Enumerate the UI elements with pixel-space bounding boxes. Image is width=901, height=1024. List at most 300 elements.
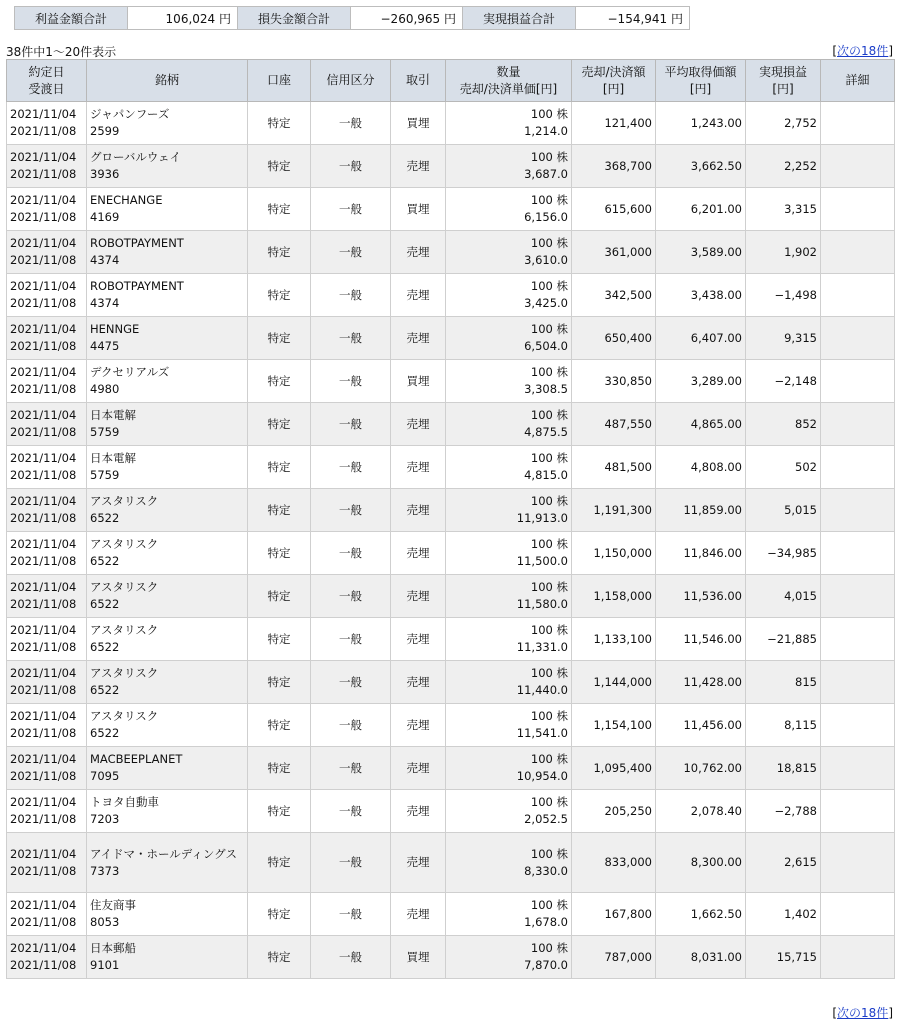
date-cell (7, 274, 87, 317)
quantity: 100 株 (530, 279, 568, 293)
credit-cell: 一般 (311, 575, 391, 618)
avg-price-cell: 11,456.00 (656, 704, 746, 747)
date-cell (7, 833, 87, 893)
settle-date: 2021/11/08 (10, 726, 77, 740)
table-row (7, 704, 895, 747)
detail-cell (821, 188, 895, 231)
realized-pl-cell: 3,315 (746, 188, 821, 231)
trade-date: 2021/11/04 (10, 236, 77, 250)
unit-price: 11,913.0 (516, 511, 568, 525)
detail-cell (821, 747, 895, 790)
trade-cell: 売埋 (391, 489, 446, 532)
date-cell (7, 790, 87, 833)
trade-date: 2021/11/04 (10, 150, 77, 164)
stock-name: ENECHANGE (90, 193, 163, 207)
avg-price-cell: 6,201.00 (656, 188, 746, 231)
trade-date: 2021/11/04 (10, 709, 77, 723)
account-cell: 特定 (248, 102, 311, 145)
avg-price-cell: 1,662.50 (656, 893, 746, 936)
quantity: 100 株 (530, 107, 568, 121)
unit-price: 11,440.0 (516, 683, 568, 697)
stock-cell (87, 188, 248, 231)
realized-pl-cell: 2,615 (746, 833, 821, 893)
stock-cell (87, 360, 248, 403)
credit-cell: 一般 (311, 790, 391, 833)
avg-price-cell: 2,078.40 (656, 790, 746, 833)
quantity: 100 株 (530, 451, 568, 465)
detail-cell (821, 618, 895, 661)
settle-date: 2021/11/08 (10, 554, 77, 568)
settle-date: 2021/11/08 (10, 124, 77, 138)
stock-cell (87, 446, 248, 489)
detail-cell (821, 102, 895, 145)
settle-date: 2021/11/08 (10, 468, 77, 482)
header-pl: 実現損益 [円] (746, 60, 821, 102)
amount-cell: 1,144,000 (572, 661, 656, 704)
quantity: 100 株 (530, 846, 568, 861)
unit-price: 11,331.0 (516, 640, 568, 654)
qty-cell (446, 893, 572, 936)
detail-cell (821, 446, 895, 489)
stock-name: アスタリスク (90, 580, 159, 594)
header-avg: 平均取得価額 [円] (656, 60, 746, 102)
stock-code: 9101 (90, 958, 120, 972)
qty-cell (446, 790, 572, 833)
avg-price-cell: 3,662.50 (656, 145, 746, 188)
realized-pl-cell: 4,015 (746, 575, 821, 618)
trade-cell: 売埋 (391, 231, 446, 274)
quantity: 100 株 (530, 193, 568, 207)
account-cell: 特定 (248, 661, 311, 704)
table-header-row (7, 60, 895, 102)
qty-cell (446, 188, 572, 231)
quantity: 100 株 (530, 666, 568, 680)
qty-cell (446, 403, 572, 446)
stock-code: 6522 (90, 511, 120, 525)
header-amount: 売却/決済額 [円] (572, 60, 656, 102)
unit-price: 7,870.0 (524, 958, 568, 972)
detail-cell (821, 317, 895, 360)
table-row (7, 188, 895, 231)
date-cell (7, 704, 87, 747)
detail-cell (821, 704, 895, 747)
stock-code: 4374 (90, 253, 120, 267)
stock-code: 4475 (90, 339, 120, 353)
realized-pl-cell: 502 (746, 446, 821, 489)
stock-code: 7203 (90, 812, 120, 826)
stock-code: 7373 (90, 863, 120, 878)
quantity: 100 株 (530, 795, 568, 809)
stock-name: アイドマ・ホールディングス (90, 846, 237, 861)
stock-cell (87, 145, 248, 188)
quantity: 100 株 (530, 580, 568, 594)
trade-date: 2021/11/04 (10, 623, 77, 637)
header-name: 銘柄 (87, 60, 248, 102)
table-row (7, 532, 895, 575)
qty-cell (446, 145, 572, 188)
quantity: 100 株 (530, 408, 568, 422)
stock-name: アスタリスク (90, 623, 159, 637)
settle-date: 2021/11/08 (10, 511, 77, 525)
avg-price-cell: 11,428.00 (656, 661, 746, 704)
date-cell (7, 747, 87, 790)
trade-date: 2021/11/04 (10, 846, 77, 861)
realized-pl-cell: 815 (746, 661, 821, 704)
detail-cell (821, 231, 895, 274)
trade-cell: 売埋 (391, 893, 446, 936)
qty-cell (446, 575, 572, 618)
header-date: 約定日 受渡日 (7, 60, 87, 102)
trade-cell: 売埋 (391, 618, 446, 661)
qty-cell (446, 936, 572, 979)
qty-cell (446, 833, 572, 893)
date-cell (7, 145, 87, 188)
trade-cell: 売埋 (391, 145, 446, 188)
avg-price-cell: 4,808.00 (656, 446, 746, 489)
stock-name: 日本郵船 (90, 941, 136, 955)
settle-date: 2021/11/08 (10, 958, 77, 972)
unit-price: 6,504.0 (524, 339, 568, 353)
account-cell: 特定 (248, 489, 311, 532)
amount-cell: 833,000 (572, 833, 656, 893)
realized-pl-cell: −2,148 (746, 360, 821, 403)
table-row (7, 575, 895, 618)
trade-date: 2021/11/04 (10, 365, 77, 379)
date-cell (7, 403, 87, 446)
stock-name: アスタリスク (90, 666, 159, 680)
stock-cell (87, 833, 248, 893)
unit-price: 2,052.5 (524, 812, 568, 826)
amount-cell: 481,500 (572, 446, 656, 489)
trade-cell: 買埋 (391, 360, 446, 403)
trade-history-table (6, 59, 895, 979)
unit-price: 1,214.0 (524, 124, 568, 138)
unit-price: 3,610.0 (524, 253, 568, 267)
header-qty: 数量 売却/決済単価[円] (446, 60, 572, 102)
header-detail: 詳細 (821, 60, 895, 102)
account-cell: 特定 (248, 790, 311, 833)
avg-price-cell: 3,289.00 (656, 360, 746, 403)
trade-date: 2021/11/04 (10, 451, 77, 465)
unit-price: 1,678.0 (524, 915, 568, 929)
settle-date: 2021/11/08 (10, 382, 77, 396)
settle-date: 2021/11/08 (10, 253, 77, 267)
quantity: 100 株 (530, 898, 568, 912)
loss-total-label: 損失金額合計 (238, 7, 351, 30)
next-page-anchor[interactable]: 次の18件 (837, 1006, 889, 1020)
trade-cell: 売埋 (391, 532, 446, 575)
amount-cell: 368,700 (572, 145, 656, 188)
stock-name: ジャパンフーズ (90, 107, 170, 121)
credit-cell: 一般 (311, 403, 391, 446)
table-row (7, 618, 895, 661)
stock-cell (87, 489, 248, 532)
credit-cell: 一般 (311, 618, 391, 661)
stock-code: 2599 (90, 124, 120, 138)
realized-pl-cell: 18,815 (746, 747, 821, 790)
date-cell (7, 317, 87, 360)
unit-price: 6,156.0 (524, 210, 568, 224)
qty-cell (446, 360, 572, 403)
qty-cell (446, 489, 572, 532)
unit-price: 4,875.5 (524, 425, 568, 439)
credit-cell: 一般 (311, 231, 391, 274)
trade-cell: 売埋 (391, 446, 446, 489)
next-page-anchor[interactable]: 次の18件 (837, 44, 889, 58)
credit-cell: 一般 (311, 704, 391, 747)
amount-cell: 650,400 (572, 317, 656, 360)
trade-date: 2021/11/04 (10, 107, 77, 121)
avg-price-cell: 4,865.00 (656, 403, 746, 446)
table-row (7, 747, 895, 790)
quantity: 100 株 (530, 236, 568, 250)
detail-cell (821, 833, 895, 893)
realized-pl-cell: −34,985 (746, 532, 821, 575)
avg-price-cell: 8,031.00 (656, 936, 746, 979)
stock-cell (87, 893, 248, 936)
stock-code: 4169 (90, 210, 120, 224)
table-row (7, 403, 895, 446)
stock-name: アスタリスク (90, 537, 159, 551)
table-row (7, 317, 895, 360)
header-trade: 取引 (391, 60, 446, 102)
unit-price: 11,580.0 (516, 597, 568, 611)
account-cell: 特定 (248, 532, 311, 575)
amount-cell: 1,133,100 (572, 618, 656, 661)
stock-cell (87, 575, 248, 618)
trade-cell: 買埋 (391, 936, 446, 979)
stock-name: ROBOTPAYMENT (90, 279, 184, 293)
stock-code: 6522 (90, 726, 120, 740)
stock-cell (87, 747, 248, 790)
date-cell (7, 231, 87, 274)
amount-cell: 342,500 (572, 274, 656, 317)
header-account: 口座 (248, 60, 311, 102)
date-cell (7, 489, 87, 532)
quantity: 100 株 (530, 623, 568, 637)
avg-price-cell: 3,589.00 (656, 231, 746, 274)
detail-cell (821, 360, 895, 403)
stock-name: 日本電解 (90, 451, 136, 465)
stock-cell (87, 231, 248, 274)
stock-name: MACBEEPLANET (90, 752, 183, 766)
credit-cell: 一般 (311, 274, 391, 317)
table-row (7, 833, 895, 893)
account-cell: 特定 (248, 403, 311, 446)
stock-cell (87, 274, 248, 317)
stock-code: 8053 (90, 915, 120, 929)
avg-price-cell: 11,536.00 (656, 575, 746, 618)
table-row (7, 893, 895, 936)
stock-code: 3936 (90, 167, 120, 181)
stock-code: 6522 (90, 640, 120, 654)
unit-price: 11,500.0 (516, 554, 568, 568)
realized-pl-cell: −2,788 (746, 790, 821, 833)
date-cell (7, 893, 87, 936)
detail-cell (821, 145, 895, 188)
settle-date: 2021/11/08 (10, 296, 77, 310)
amount-cell: 1,158,000 (572, 575, 656, 618)
stock-cell (87, 403, 248, 446)
account-cell: 特定 (248, 893, 311, 936)
realized-pl-cell: 15,715 (746, 936, 821, 979)
settle-date: 2021/11/08 (10, 210, 77, 224)
credit-cell: 一般 (311, 317, 391, 360)
account-cell: 特定 (248, 188, 311, 231)
amount-cell: 330,850 (572, 360, 656, 403)
qty-cell (446, 661, 572, 704)
table-row (7, 102, 895, 145)
trade-date: 2021/11/04 (10, 279, 77, 293)
quantity: 100 株 (530, 322, 568, 336)
amount-cell: 361,000 (572, 231, 656, 274)
stock-name: グローバルウェイ (90, 150, 181, 164)
detail-cell (821, 936, 895, 979)
avg-price-cell: 3,438.00 (656, 274, 746, 317)
stock-cell (87, 618, 248, 661)
credit-cell: 一般 (311, 661, 391, 704)
qty-cell (446, 747, 572, 790)
quantity: 100 株 (530, 709, 568, 723)
credit-cell: 一般 (311, 747, 391, 790)
avg-price-cell: 10,762.00 (656, 747, 746, 790)
realized-total-label: 実現損益合計 (463, 7, 576, 30)
stock-cell (87, 936, 248, 979)
credit-cell: 一般 (311, 446, 391, 489)
qty-cell (446, 102, 572, 145)
trade-date: 2021/11/04 (10, 666, 77, 680)
trade-cell: 買埋 (391, 102, 446, 145)
profit-total-value: 106,024 円 (128, 7, 238, 30)
realized-pl-cell: 2,752 (746, 102, 821, 145)
trade-cell: 売埋 (391, 317, 446, 360)
amount-cell: 1,154,100 (572, 704, 656, 747)
date-cell (7, 446, 87, 489)
table-row (7, 360, 895, 403)
result-count: 38件中1〜20件表示 (6, 45, 117, 59)
qty-cell (446, 446, 572, 489)
unit-price: 8,330.0 (524, 863, 568, 878)
realized-pl-cell: 1,902 (746, 231, 821, 274)
date-cell (7, 936, 87, 979)
stock-cell (87, 317, 248, 360)
trade-date: 2021/11/04 (10, 322, 77, 336)
credit-cell: 一般 (311, 360, 391, 403)
stock-name: アスタリスク (90, 709, 159, 723)
realized-pl-cell: 5,015 (746, 489, 821, 532)
avg-price-cell: 8,300.00 (656, 833, 746, 893)
credit-cell: 一般 (311, 102, 391, 145)
trade-cell: 売埋 (391, 403, 446, 446)
date-cell (7, 360, 87, 403)
trade-date: 2021/11/04 (10, 752, 77, 766)
loss-total-value: −260,965 円 (351, 7, 463, 30)
next-page-link-bottom[interactable]: [次の18件] (832, 1006, 893, 1020)
table-row (7, 274, 895, 317)
amount-cell: 1,095,400 (572, 747, 656, 790)
credit-cell: 一般 (311, 833, 391, 893)
credit-cell: 一般 (311, 145, 391, 188)
amount-cell: 167,800 (572, 893, 656, 936)
unit-price: 3,687.0 (524, 167, 568, 181)
date-cell (7, 102, 87, 145)
detail-cell (821, 489, 895, 532)
qty-cell (446, 317, 572, 360)
trade-date: 2021/11/04 (10, 408, 77, 422)
unit-price: 10,954.0 (516, 769, 568, 783)
avg-price-cell: 11,546.00 (656, 618, 746, 661)
stock-name: 住友商事 (90, 898, 136, 912)
stock-code: 6522 (90, 683, 120, 697)
account-cell: 特定 (248, 936, 311, 979)
avg-price-cell: 11,846.00 (656, 532, 746, 575)
stock-cell (87, 704, 248, 747)
account-cell: 特定 (248, 575, 311, 618)
stock-name: トヨタ自動車 (90, 795, 159, 809)
avg-price-cell: 1,243.00 (656, 102, 746, 145)
detail-cell (821, 274, 895, 317)
quantity: 100 株 (530, 150, 568, 164)
stock-cell (87, 661, 248, 704)
next-page-link-top[interactable]: [次の18件] (832, 44, 893, 58)
stock-code: 4980 (90, 382, 120, 396)
date-cell (7, 618, 87, 661)
trade-cell: 売埋 (391, 790, 446, 833)
trade-date: 2021/11/04 (10, 580, 77, 594)
qty-cell (446, 231, 572, 274)
quantity: 100 株 (530, 941, 568, 955)
trade-date: 2021/11/04 (10, 941, 77, 955)
amount-cell: 121,400 (572, 102, 656, 145)
credit-cell: 一般 (311, 188, 391, 231)
detail-cell (821, 575, 895, 618)
trade-date: 2021/11/04 (10, 898, 77, 912)
settle-date: 2021/11/08 (10, 915, 77, 929)
realized-pl-cell: 8,115 (746, 704, 821, 747)
stock-code: 5759 (90, 468, 120, 482)
stock-cell (87, 532, 248, 575)
trade-cell: 売埋 (391, 747, 446, 790)
detail-cell (821, 893, 895, 936)
realized-pl-cell: 852 (746, 403, 821, 446)
account-cell: 特定 (248, 231, 311, 274)
unit-price: 4,815.0 (524, 468, 568, 482)
quantity: 100 株 (530, 365, 568, 379)
detail-cell (821, 661, 895, 704)
unit-price: 3,308.5 (524, 382, 568, 396)
avg-price-cell: 11,859.00 (656, 489, 746, 532)
stock-cell (87, 790, 248, 833)
trade-date: 2021/11/04 (10, 795, 77, 809)
avg-price-cell: 6,407.00 (656, 317, 746, 360)
trade-cell: 買埋 (391, 188, 446, 231)
table-row (7, 489, 895, 532)
qty-cell (446, 618, 572, 661)
detail-cell (821, 403, 895, 446)
settle-date: 2021/11/08 (10, 425, 77, 439)
stock-name: ROBOTPAYMENT (90, 236, 184, 250)
quantity: 100 株 (530, 752, 568, 766)
settle-date: 2021/11/08 (10, 769, 77, 783)
stock-code: 6522 (90, 597, 120, 611)
stock-code: 6522 (90, 554, 120, 568)
quantity: 100 株 (530, 537, 568, 551)
account-cell: 特定 (248, 747, 311, 790)
qty-cell (446, 274, 572, 317)
settle-date: 2021/11/08 (10, 167, 77, 181)
trade-cell: 売埋 (391, 274, 446, 317)
trade-date: 2021/11/04 (10, 537, 77, 551)
